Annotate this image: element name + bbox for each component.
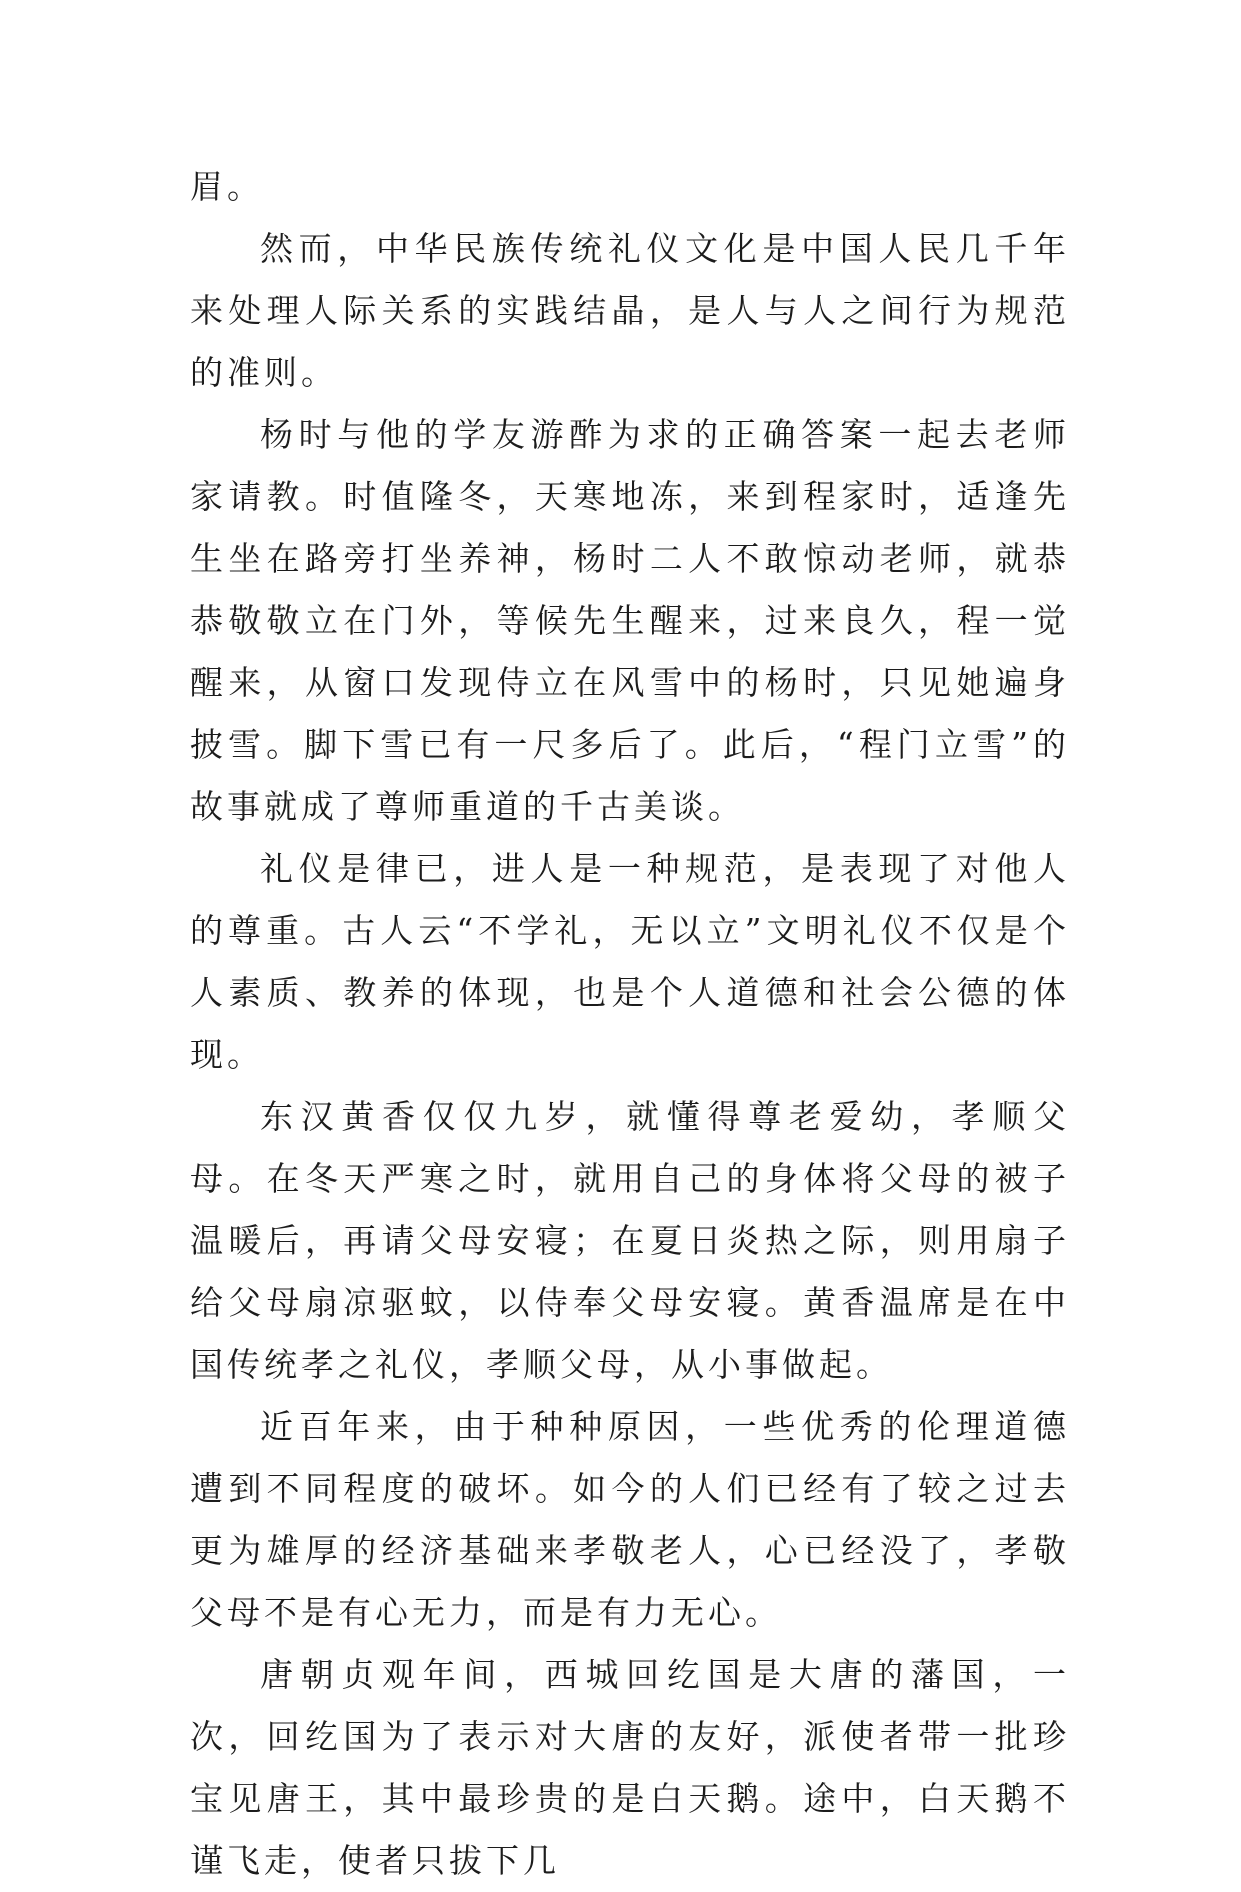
paragraph-3: 杨时与他的学友游酢为求的正确答案一起去老师家请教。时值隆冬，天寒地冻，来到程家时，适逢先生坐在路旁打坐养神，杨时二人不敢惊动老师，就恭恭敬敬立在门外，等候先生醒来，过来良久，程一觉醒来，从窗口发现侍立在风雪中的杨时，只见她遍身披雪。脚下雪已有一尺多后了。此后，“程门立雪”的故事就成了尊师重道的千古美谈。 [190, 415, 1070, 826]
paragraph-7: 唐朝贞观年间，西城回纥国是大唐的藩国，一次，回纥国为了表示对大唐的友好，派使者带一批珍宝见唐王，其中最珍贵的是白天鹅。途中，白天鹅不谨飞走，使者只拔下几 [190, 1655, 1070, 1880]
document-body [190, 156, 1070, 1892]
paragraph-4: 礼仪是律已，进人是一种规范，是表现了对他人的尊重。古人云“不学礼，无以立”文明礼仪不仅是个人素质、教养的体现，也是个人道德和社会公德的体现。 [190, 849, 1070, 1074]
paragraph-6: 近百年来，由于种种原因，一些优秀的伦理道德遭到不同程度的破坏。如今的人们已经有了较之过去更为雄厚的经济基础来孝敬老人，心已经没了，孝敬父母不是有心无力，而是有力无心。 [190, 1407, 1070, 1632]
paragraph-5: 东汉黄香仅仅九岁，就懂得尊老爱幼，孝顺父母。在冬天严寒之时，就用自己的身体将父母的被子温暖后，再请父母安寝；在夏日炎热之际，则用扇子给父母扇凉驱蚊，以侍奉父母安寝。黄香温席是在中国传统孝之礼仪，孝顺父母，从小事做起。 [190, 1097, 1070, 1384]
paragraph-1: 眉。 [190, 167, 264, 206]
paragraph-2: 然而，中华民族传统礼仪文化是中国人民几千年来处理人际关系的实践结晶，是人与人之间行为规范的准则。 [190, 229, 1070, 392]
